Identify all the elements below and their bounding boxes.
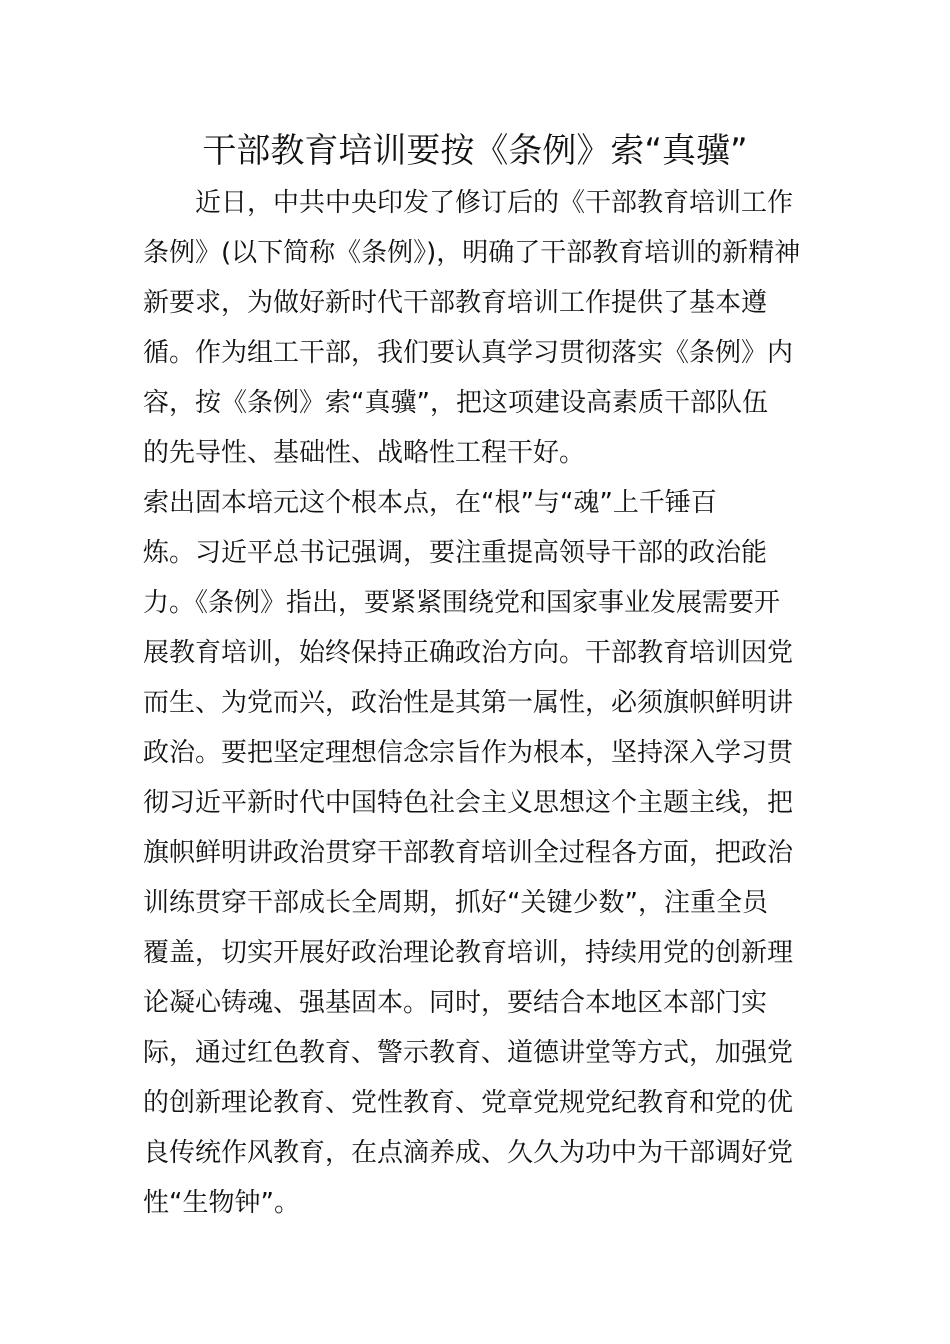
- body-line: 条例》(以下简称《条例》)，明确了干部教育培训的新精神: [143, 238, 801, 268]
- body-line: 近日，中共中央印发了修订后的《干部教育培训工作: [143, 188, 794, 218]
- document-body: [143, 178, 807, 1228]
- body-line: 新要求，为做好新时代干部教育培训工作提供了基本遵: [143, 288, 768, 318]
- body-line: 彻习近平新时代中国特色社会主义思想这个主题主线，把: [143, 788, 794, 818]
- body-line: 覆盖，切实开展好政治理论教育培训，持续用党的创新理: [143, 938, 794, 968]
- body-line: 循。作为组工干部，我们要认真学习贯彻落实《条例》内: [143, 338, 794, 368]
- body-line: 的创新理论教育、党性教育、党章党规党纪教育和党的优: [143, 1088, 794, 1118]
- body-line: 展教育培训，始终保持正确政治方向。干部教育培训因党: [143, 638, 794, 668]
- body-line: 索出固本培元这个根本点，在“根”与“魂”上千锤百: [143, 488, 717, 518]
- body-line: 炼。习近平总书记强调，要注重提高领导干部的政治能: [143, 538, 768, 568]
- body-line: 旗帜鲜明讲政治贯穿干部教育培训全过程各方面，把政治: [143, 838, 794, 868]
- body-line: 而生、为党而兴，政治性是其第一属性，必须旗帜鲜明讲: [143, 688, 794, 718]
- body-line: 政治。要把坚定理想信念宗旨作为根本，坚持深入学习贯: [143, 738, 794, 768]
- body-line: 训练贯穿干部成长全周期，抓好“关键少数”，注重全员: [143, 888, 768, 918]
- body-line: 际，通过红色教育、警示教育、道德讲堂等方式，加强党: [143, 1038, 794, 1068]
- body-line: 的先导性、基础性、战略性工程干好。: [143, 438, 586, 468]
- body-line: 力。《条例》指出，要紧紧围绕党和国家事业发展需要开: [143, 588, 781, 618]
- body-line: 性“生物钟”。: [143, 1188, 300, 1218]
- body-line: 论凝心铸魂、强基固本。同时，要结合本地区本部门实: [143, 988, 768, 1018]
- body-line: 容，按《条例》索“真骥”，把这项建设高素质干部队伍: [143, 388, 768, 418]
- document-title: 干部教育培训要按《条例》索“真骥”: [202, 131, 748, 171]
- body-line: 良传统作风教育，在点滴养成、久久为功中为干部调好党: [143, 1138, 794, 1168]
